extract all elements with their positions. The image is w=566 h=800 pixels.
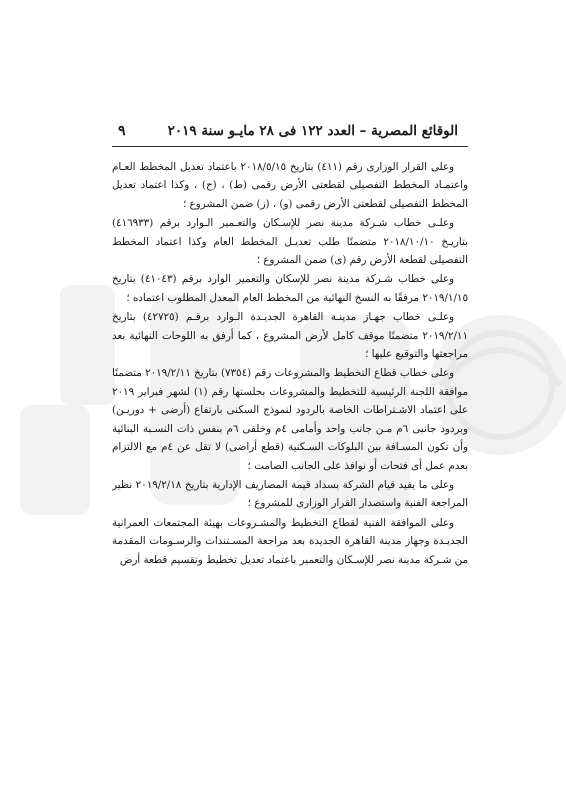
page-number: ٩: [118, 123, 126, 139]
header-title: الوقائع المصرية – العدد ١٢٢ فى ٢٨ مايـو سنة ٢٠١٩: [167, 123, 458, 139]
paragraph-letter-7354: وعلى خطاب قطاع التخطيط والمشروعات رقم (٧٣٥٤) بتاريخ ٢٠١٩/٢/١١ متضمنًا موافقة اللجنة الرئيسية للتخطيط والمشروعات بجلستها رقم (١) لشهر فبراير ٢٠١٩ على اعتماد الاشـتراطات الخاصة بالردود لنموذج السكنى بارتفاع (أرضى + دوريـن) وبردود جانبى ٦م مـن جانب واحد وأمامى ٤م وخلفى ٦م بنفس ذات النسـبة البنائية وأن تكون المسـافة بين البلوكات السـكنية (قطع أراضى) لا تقل عن ٤م مع الالتزام بعدم عمل أى فتحات أو نوافذ على الجانب الصامت ؛: [112, 367, 468, 472]
paragraph-technical-approval: وعلى الموافقة الفنية لقطاع التخطيط والمشـروعات بهيئة المجتمعات العمرانية الجديـدة وجهاز مدينة القاهرة الجديدة بعد مراجعة المسـتندات والرسـومات المقدمة من شـركة مدينة نصر للإسـكان والتعمير باعتماد تعديل تخطيط وتقسيم قطعة أرض: [112, 516, 468, 566]
page-header: [118, 123, 458, 143]
header-divider: [112, 146, 468, 147]
paragraph-letter-41043: وعلى خطاب شـركة مدينة نصر للإسكان والتعمير الوارد برقم (٤١٠٤٣) بتاريخ ٢٠١٩/١/١٥ مرفقًا به النسخ النهائية من المخطط العام المعدل المطلوب اعتماده ؛: [112, 273, 468, 304]
document-body: [112, 158, 468, 668]
paragraph-letter-42725: وعلـى خطاب جهـاز مدينـة القاهرة الجديـدة الـوارد برقـم (٤٢٧٢٥) بتاريخ ٢٠١٩/٢/١١ متضمنًا موقف كامل لأرض المشروع ، كما أرفق به اللوحات النهائية بعد مراجعتها والتوقيع عليها ؛: [112, 311, 468, 361]
paragraph-decree-411: وعلى القرار الوزارى رقم (٤١١) بتاريخ ٢٠١٨/٥/١٥ باعتماد تعديل المخطط العـام واعتمـاد المخطط التفصيلى لقطعتى الأرض رقمى (ط) ، (ح) ، وكذا اعتماد تعديل المخطط التفصيلى لقطعتى الأرض رقمى (و) ، (ز) ضمن المشروع ؛: [112, 161, 468, 210]
paragraph-admin-fees: وعلى ما يفيد قيام الشركة بسداد قيمة المصاريف الإدارية بتاريخ ٢٠١٩/٢/١٨ نظير المراجعة الفنية واستصدار القرار الوزارى للمشروع ؛: [112, 478, 468, 510]
paragraph-letter-416933: وعلـى خطاب شـركة مدينة نصر للإسـكان والتعـمير الـوارد برقم (٤١٦٩٣٣) بتاريـخ ٢٠١٨/١٠/١٠ متضمنًا طلب تعديـل المخطط العام وكذا اعتماد المخطط التفصيلى لقطعة الأرض رقم (ى) ضمن المشروع ؛: [112, 217, 468, 267]
